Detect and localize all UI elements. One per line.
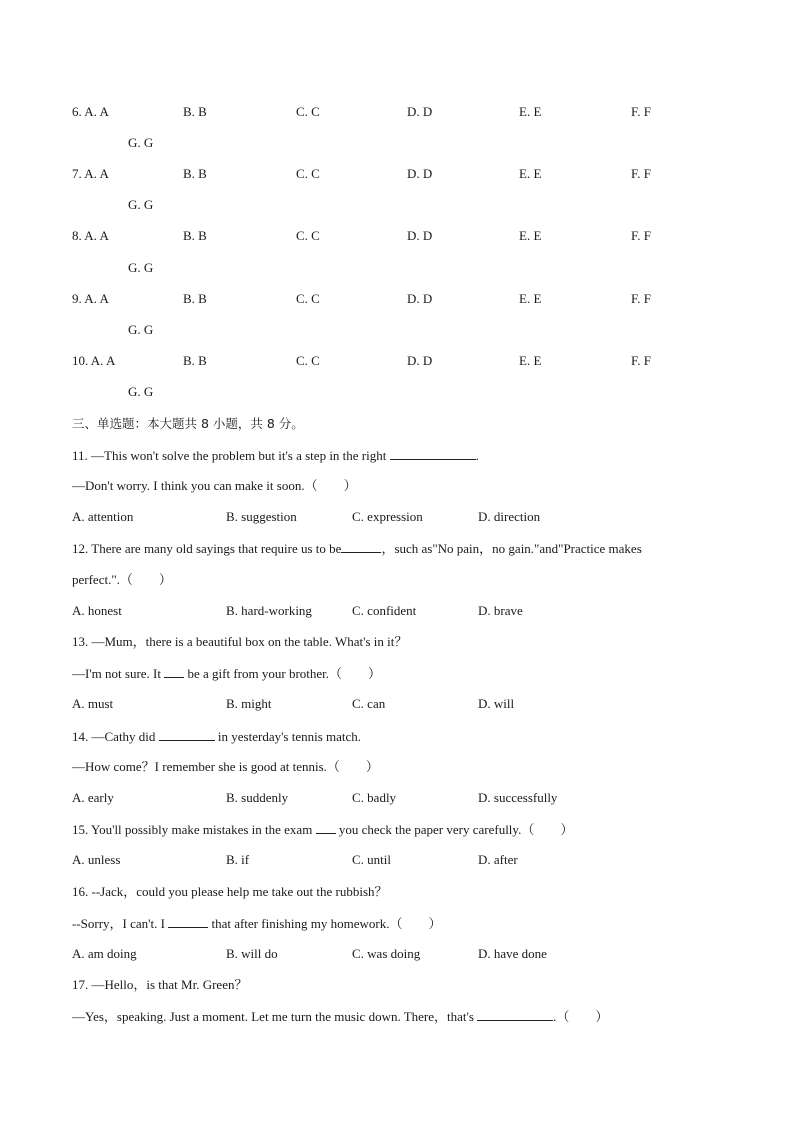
question-10-options [72, 353, 712, 369]
option-c: C. expression [352, 509, 423, 524]
option: F. F [631, 228, 651, 243]
option: E. E [519, 104, 542, 119]
answer-blank [477, 1008, 553, 1021]
option-d: D. will [478, 696, 515, 711]
answer-blank [341, 540, 381, 553]
option-a: A. early [72, 790, 114, 805]
option: G. G [128, 384, 154, 399]
stem-text: in yesterday's tennis match. [214, 729, 362, 744]
stem-text: 11. —This won't solve the problem but it's a step in the right [72, 448, 390, 463]
stem-text: 15. You'll possibly make mistakes in the exam [72, 822, 316, 837]
question-15-stem [72, 821, 573, 838]
question-6-options [72, 104, 712, 120]
question-12-stem [72, 540, 642, 557]
option-a: A. unless [72, 852, 121, 867]
option: C. C [296, 291, 320, 306]
option: E. E [519, 353, 542, 368]
option: G. G [128, 322, 154, 337]
question-9-options [72, 291, 712, 307]
option-d: D. brave [478, 603, 523, 618]
option: C. C [296, 228, 320, 243]
question-11-options [72, 509, 632, 525]
question-12-stem-cont: perfect.".（ ） [72, 572, 172, 587]
answer-blank [168, 915, 208, 928]
option: F. F [631, 104, 651, 119]
option: G. G [128, 260, 154, 275]
option-c: C. badly [352, 790, 397, 805]
option: D. D [407, 104, 433, 119]
question-14-reply: —How come？I remember she is good at tennis.（ ） [72, 759, 379, 774]
option: E. E [519, 166, 542, 181]
question-15-options [72, 852, 632, 868]
question-12-options [72, 603, 632, 619]
option-c: C. can [352, 696, 386, 711]
option: C. C [296, 353, 320, 368]
question-number: 10. A. A [72, 353, 116, 368]
option-d: D. after [478, 852, 518, 867]
option: D. D [407, 228, 433, 243]
option: B. B [183, 166, 207, 181]
question-8-options [72, 228, 712, 244]
option-b: B. suggestion [226, 509, 297, 524]
question-13-reply [72, 665, 381, 682]
stem-text: you check the paper very carefully.（ ） [335, 822, 574, 837]
option: D. D [407, 353, 433, 368]
option-d: D. successfully [478, 790, 558, 805]
option: G. G [128, 135, 154, 150]
stem-text: . [475, 448, 479, 463]
question-number: 9. A. A [72, 291, 109, 306]
option: C. C [296, 104, 320, 119]
option-a: A. honest [72, 603, 122, 618]
option-c: C. confident [352, 603, 417, 618]
option-b: B. if [226, 852, 250, 867]
option-a: A. am doing [72, 946, 137, 961]
question-7-options [72, 166, 712, 182]
stem-text: —Yes，speaking. Just a moment. Let me turn the music down. There，that's [72, 1009, 478, 1024]
option-d: D. have done [478, 946, 547, 961]
option: B. B [183, 353, 207, 368]
option-d: D. direction [478, 509, 541, 524]
answer-blank [164, 665, 184, 678]
question-11-stem [72, 447, 479, 464]
stem-text: that after finishing my homework.（ ） [208, 916, 442, 931]
question-13-options [72, 696, 632, 712]
option-c: C. until [352, 852, 392, 867]
stem-text: be a gift from your brother.（ ） [184, 666, 382, 681]
answer-blank [390, 447, 476, 460]
option: C. C [296, 166, 320, 181]
question-17-reply [72, 1008, 608, 1025]
stem-text: --Sorry，I can't. I [72, 916, 169, 931]
question-14-stem [72, 728, 361, 745]
option: B. B [183, 104, 207, 119]
option: D. D [407, 166, 433, 181]
option-c: C. was doing [352, 946, 421, 961]
stem-text: .（ ） [553, 1009, 609, 1024]
answer-blank [316, 821, 336, 834]
question-14-options [72, 790, 632, 806]
question-16-options [72, 946, 632, 962]
question-number: 7. A. A [72, 166, 109, 181]
answer-blank [159, 728, 215, 741]
option-b: B. hard-working [226, 603, 312, 618]
option-b: B. suddenly [226, 790, 289, 805]
question-number: 8. A. A [72, 228, 109, 243]
option: D. D [407, 291, 433, 306]
option: B. B [183, 291, 207, 306]
question-11-reply: —Don't worry. I think you can make it soon.（ ） [72, 478, 357, 493]
option-a: A. attention [72, 509, 134, 524]
question-number: 6. A. A [72, 104, 109, 119]
option: G. G [128, 197, 154, 212]
question-16-reply [72, 915, 441, 932]
section-heading: 三、单选题：本大题共 8 小题，共 8 分。 [72, 416, 304, 431]
option-b: B. might [226, 696, 272, 711]
stem-text: 12. There are many old sayings that require us to be [72, 541, 342, 556]
option-a: A. must [72, 696, 114, 711]
option-b: B. will do [226, 946, 278, 961]
option: F. F [631, 353, 651, 368]
option: B. B [183, 228, 207, 243]
option: F. F [631, 291, 651, 306]
stem-text: —I'm not sure. It [72, 666, 165, 681]
question-16-stem: 16. --Jack，could you please help me take out the rubbish？ [72, 884, 388, 899]
option: E. E [519, 228, 542, 243]
stem-text: ，such as"No pain，no gain."and"Practice makes [381, 541, 642, 556]
option: F. F [631, 166, 651, 181]
option: E. E [519, 291, 542, 306]
question-13-stem: 13. —Mum，there is a beautiful box on the table. What's in it？ [72, 634, 408, 649]
stem-text: 14. —Cathy did [72, 729, 159, 744]
question-17-stem: 17. —Hello，is that Mr. Green？ [72, 977, 248, 992]
